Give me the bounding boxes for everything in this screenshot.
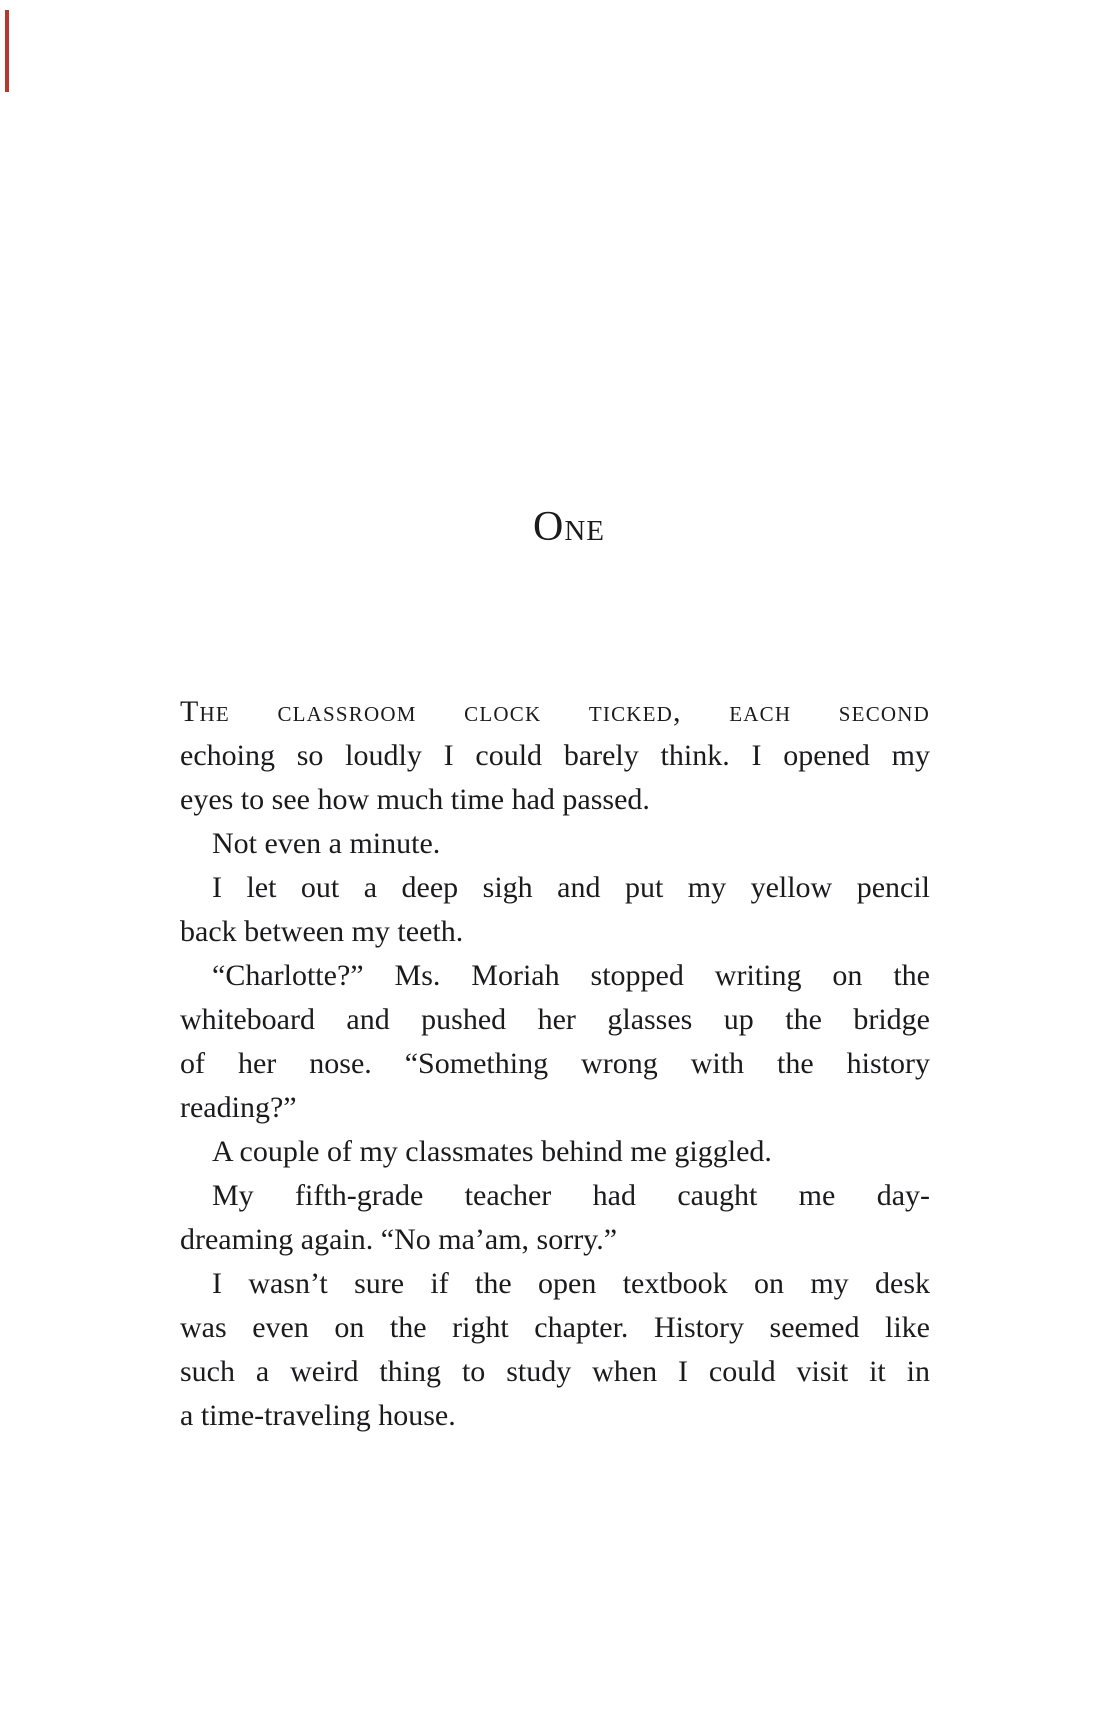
chapter-heading: One xyxy=(533,504,605,550)
text-line: was even on the right chapter. History seemed like xyxy=(180,1311,930,1344)
text-line: such a weird thing to study when I could visit it in xyxy=(180,1355,930,1388)
text-line: The classroom clock ticked, each second xyxy=(180,695,930,728)
text-line: A couple of my classmates behind me giggled. xyxy=(212,1135,772,1168)
text-line: Not even a minute. xyxy=(212,827,441,860)
text-line: I wasn’t sure if the open textbook on my desk xyxy=(212,1267,930,1300)
text-line: a time-traveling house. xyxy=(180,1399,456,1432)
text-line: “Charlotte?” Ms. Moriah stopped writing on the xyxy=(212,959,930,992)
text-line: back between my teeth. xyxy=(180,915,464,948)
text-line: echoing so loudly I could barely think. I opened my xyxy=(180,739,930,772)
text-line: I let out a deep sigh and put my yellow pencil xyxy=(212,871,930,904)
chapter-body xyxy=(180,690,930,1438)
text-line: whiteboard and pushed her glasses up the bridge xyxy=(180,1003,930,1036)
text-line: My fifth-grade teacher had caught me day- xyxy=(212,1179,930,1212)
text-line: reading?” xyxy=(180,1091,297,1124)
text-line: eyes to see how much time had passed. xyxy=(180,783,650,816)
text-line: of her nose. “Something wrong with the history xyxy=(180,1047,930,1080)
text-line: dreaming again. “No ma’am, sorry.” xyxy=(180,1223,618,1256)
red-edge-mark xyxy=(5,10,9,92)
